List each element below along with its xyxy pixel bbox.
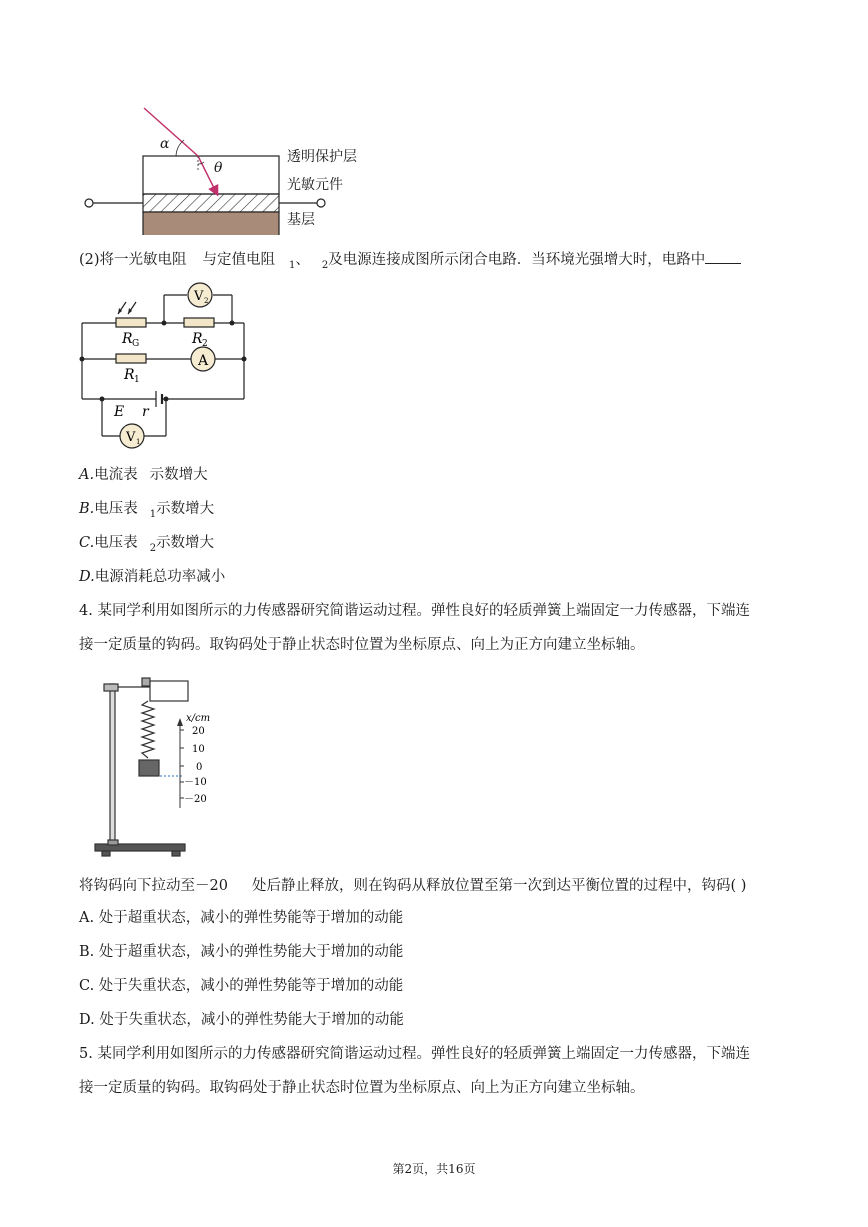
svg-text:－20: －20 [184,794,207,805]
layer1-label: 透明保护层 [287,149,357,165]
svg-text:G: G [132,339,140,349]
alpha-label: α [160,136,170,152]
q2-option-c: C.电压表 $_2$示数增大 [79,535,215,554]
q4-line1: 4. 某同学利用如图所示的力传感器研究简谐运动过程。弹性良好的轻质弹簧上端固定一力传感器，下端连 [79,603,750,619]
q4-stem: 将钩码向下拉动至－20 处后静止释放，则在钩码从释放位置至第一次到达平衡位置的过程中，钩码( ) [79,878,747,894]
svg-text:2: 2 [202,339,208,349]
svg-text:V: V [126,430,136,445]
q4-option-c: C. 处于失重状态，减小的弹性势能等于增加的动能 [79,978,404,994]
photosensitive-layer [143,194,279,212]
base-layer [143,212,279,235]
q4-option-b: B. 处于超重状态，减小的弹性势能大于增加的动能 [79,944,404,960]
q4-option-d: D. 处于失重状态，减小的弹性势能大于增加的动能 [79,1012,404,1028]
q5-line1: 5. 某同学利用如图所示的力传感器研究简谐运动过程。弹性良好的轻质弹簧上端固定一力传感器，下端连 [79,1046,750,1062]
incident-ray [144,108,198,156]
layer3-label: 基层 [287,212,315,228]
q2-option-a: A.电流表 示数增大 [79,467,208,483]
svg-text:10: 10 [192,744,205,755]
layer2-label: 光敏元件 [287,177,343,193]
axis-label: x/cm [186,713,211,724]
internal-r-label: r [142,404,149,420]
q5-line2: 接一定质量的钩码。取钩码处于静止状态时位置为坐标原点、向上为正方向建立坐标轴。 [79,1080,645,1096]
r2-label: R [192,331,203,347]
svg-text:V: V [194,289,204,304]
terminal-left [85,199,93,207]
protective-layer [143,156,279,194]
svg-text:1: 1 [134,375,140,385]
svg-text:－10: －10 [184,777,207,788]
rg-label: R [122,331,133,347]
q2-option-d: D.电源消耗总功率减小 [79,569,226,585]
q4-option-a: A. 处于超重状态，减小的弹性势能等于增加的动能 [79,910,404,926]
page-footer: 第2页，共16页 [392,1162,476,1176]
circuit-diagram [72,280,262,455]
spring-apparatus-figure [90,670,230,862]
emf-label: E [114,404,125,420]
svg-text:1: 1 [136,438,141,446]
q4-line2: 接一定质量的钩码。取钩码处于静止状态时位置为坐标原点、向上为正方向建立坐标轴。 [79,637,645,653]
q2-option-b: B.电压表 $_1$示数增大 [79,501,215,520]
svg-text:2: 2 [204,297,209,305]
svg-text:0: 0 [196,762,203,773]
theta-label: θ [214,160,223,176]
svg-text:20: 20 [192,726,205,737]
q2-stem: (2)将一光敏电阻 与定值电阻 $_1$、 $_2$及电源连接成图所示闭合电路．当环境光强增大时，电路中 [79,249,741,272]
svg-text:A: A [198,353,209,369]
r1-label: R [124,367,135,383]
terminal-right [317,199,325,207]
sensor-layers-figure [80,100,400,235]
